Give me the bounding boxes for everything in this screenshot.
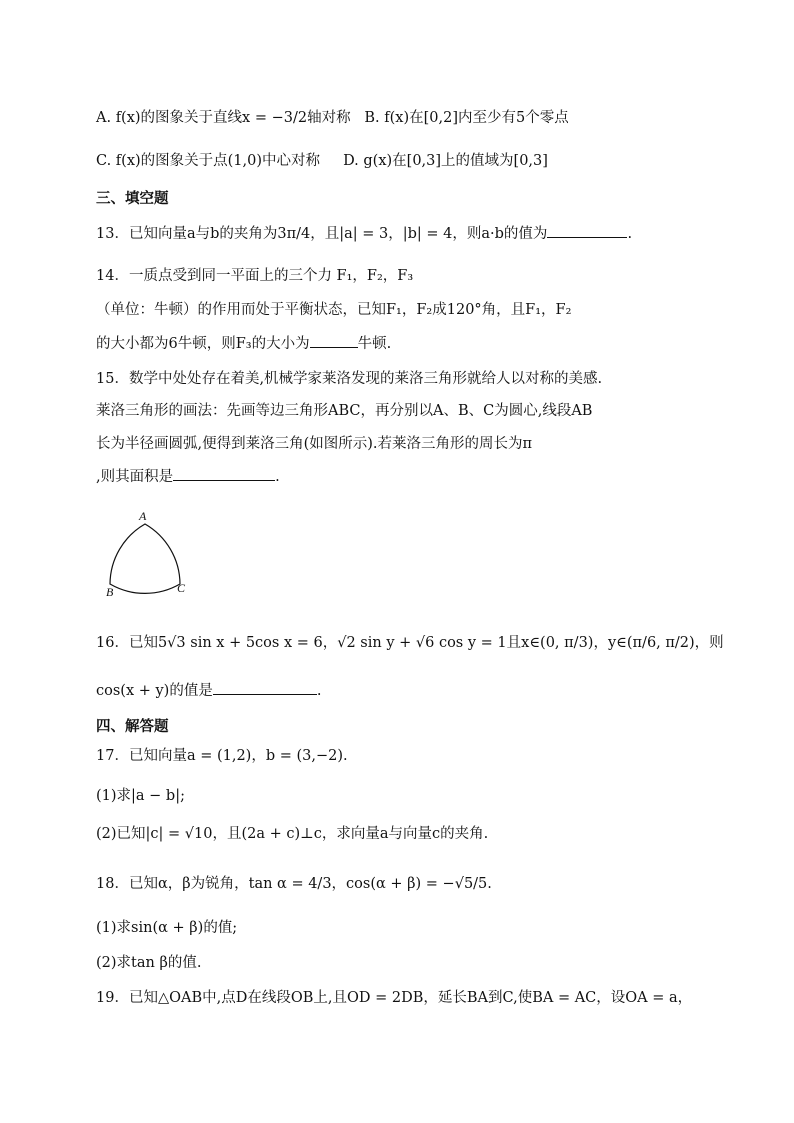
question-14-line-3: 的大小都为6牛顿，则F₃的大小为 牛顿. xyxy=(96,333,391,354)
vertex-label-a: A xyxy=(139,509,147,523)
question-16-line-2: cos(x + y)的值是 . xyxy=(96,680,321,701)
question-17-stem: 17．已知向量a = (1,2)，b = (3,−2). xyxy=(96,748,348,764)
question-15-line-3: 长为半径画圆弧,便得到莱洛三角(如图所示).若莱洛三角形的周长为π xyxy=(96,436,533,452)
question-14-line-2: （单位：牛顿）的作用而处于平衡状态，已知F₁，F₂成120°角，且F₁，F₂ xyxy=(96,302,572,318)
reuleaux-triangle-shape xyxy=(110,524,180,593)
answer-blank xyxy=(213,680,317,695)
q12-option-row-2 xyxy=(96,151,548,171)
answer-blank xyxy=(173,466,275,481)
question-14-line-1: 14．一质点受到同一平面上的三个力 F₁，F₂，F₃ xyxy=(96,268,414,284)
q12-option-row-1 xyxy=(96,108,569,128)
reuleaux-triangle-figure xyxy=(100,504,200,600)
vertex-label-b: B xyxy=(106,585,114,599)
question-18-stem: 18．已知α，β为锐角，tan α = 4/3，cos(α + β) = −√5/5. xyxy=(96,876,492,892)
q12-option-d: D. g(x)在[0,3]上的值域为[0,3] xyxy=(343,153,548,169)
question-17-part-1: (1)求|a − b|; xyxy=(96,788,185,804)
question-15-line-2: 莱洛三角形的画法：先画等边三角形ABC，再分别以A、B、C为圆心,线段AB xyxy=(96,403,593,419)
section-answer-title: 四、解答题 xyxy=(96,719,169,735)
question-18-part-2: (2)求tan β的值. xyxy=(96,955,202,971)
question-13: 13．已知向量a与b的夹角为3π/4，且|a| = 3，|b| = 4，则a·b的值为 . xyxy=(96,223,632,244)
vertex-label-c: C xyxy=(177,581,186,595)
question-16-line-1: 16．已知5√3 sin x + 5cos x = 6，√2 sin y + √6 cos y = 1且x∈(0, π/3)，y∈(π/6, π/2)，则 xyxy=(96,635,724,651)
q12-option-c: C. f(x)的图象关于点(1,0)中心对称 xyxy=(96,153,321,169)
question-18-part-1: (1)求sin(α + β)的值; xyxy=(96,920,238,936)
question-15-line-4: ,则其面积是 . xyxy=(96,466,280,487)
answer-blank xyxy=(547,223,627,238)
q12-option-a: A. f(x)的图象关于直线x = −3/2轴对称 xyxy=(96,110,351,126)
answer-blank xyxy=(310,333,358,348)
question-19-stem: 19．已知△OAB中,点D在线段OB上,且OD = 2DB，延长BA到C,使BA = AC，设OA = a， xyxy=(96,990,693,1006)
q12-option-b: B. f(x)在[0,2]内至少有5个零点 xyxy=(364,110,569,126)
question-17-part-2: (2)已知|c| = √10，且(2a + c)⊥c，求向量a与向量c的夹角. xyxy=(96,826,489,842)
question-15-line-1: 15．数学中处处存在着美,机械学家莱洛发现的莱洛三角形就给人以对称的美感. xyxy=(96,371,603,387)
section-fill-in-title: 三、填空题 xyxy=(96,191,169,207)
